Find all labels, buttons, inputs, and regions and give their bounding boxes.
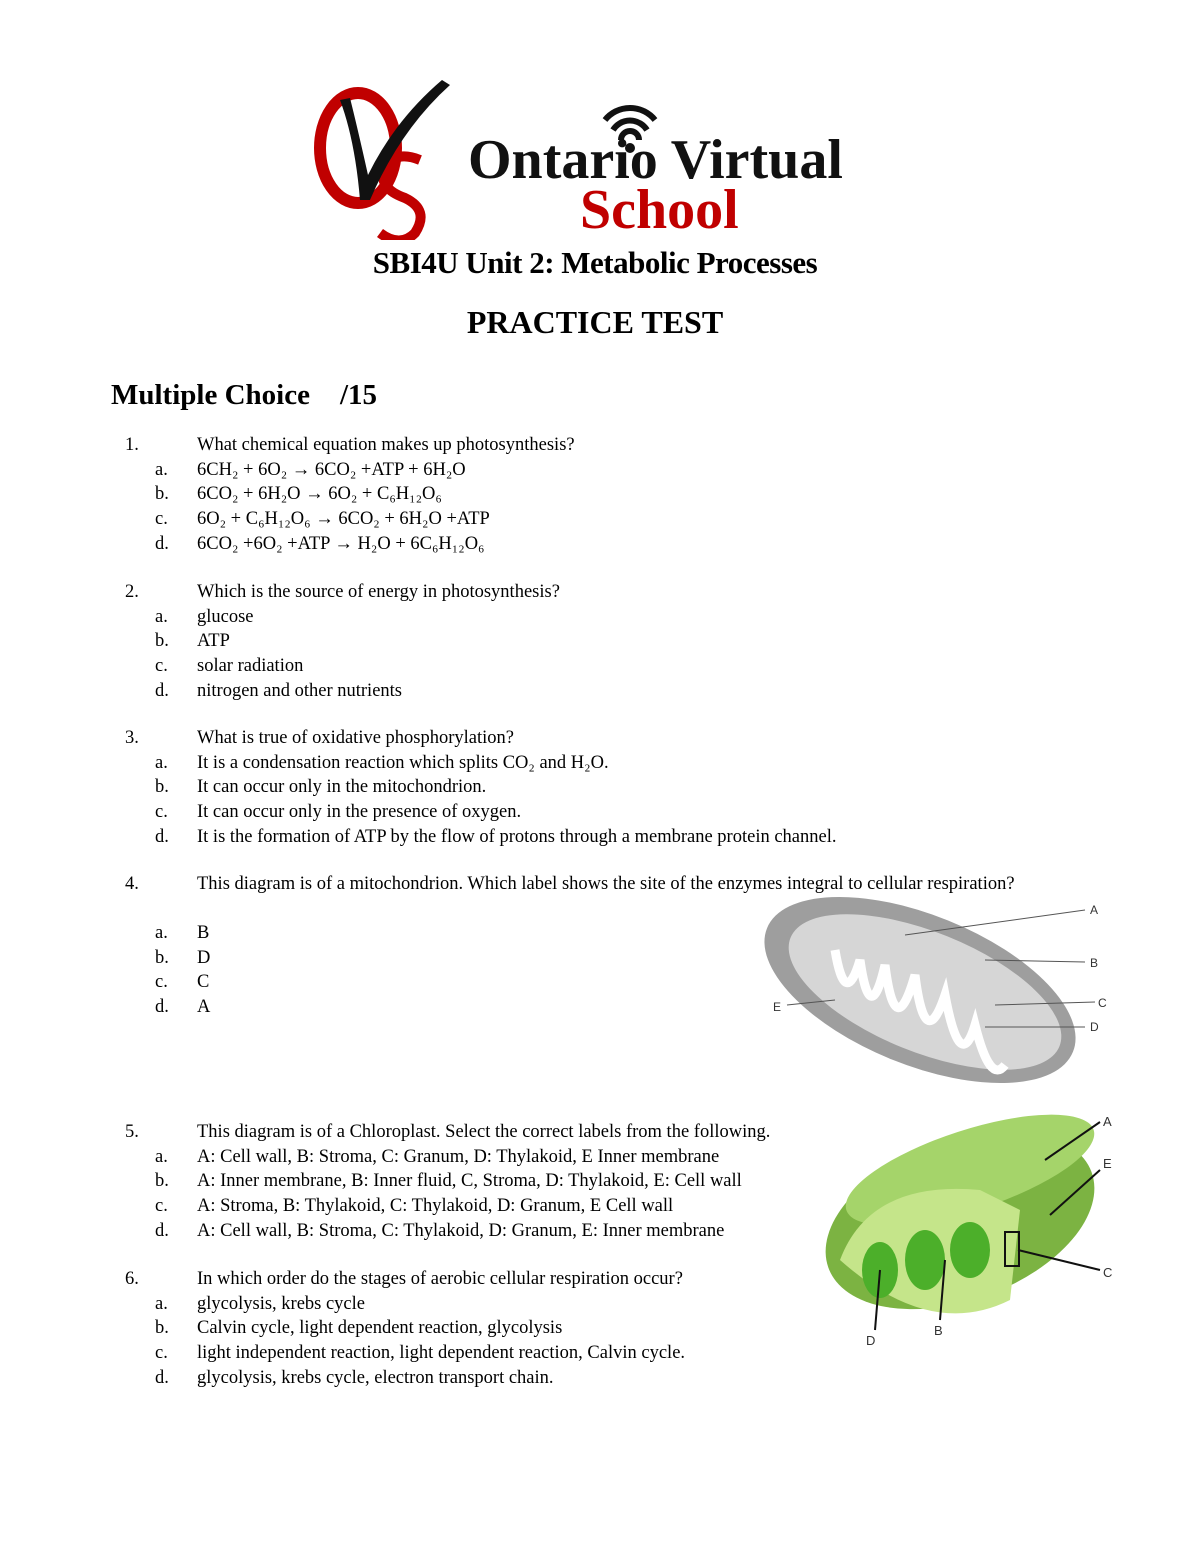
option-text: Calvin cycle, light dependent reaction, glycolysis [197,1318,563,1339]
question-text: What is true of oxidative phosphorylation? [197,728,514,748]
question-number: 6. [125,1269,139,1289]
question-number: 2. [125,582,139,602]
option-text: solar radiation [197,656,304,677]
option-text: nitrogen and other nutrients [197,680,402,701]
option-text: A [197,997,211,1018]
svg-text:E: E [773,1000,782,1014]
option-letter: c. [155,802,168,823]
option-letter: d. [155,997,169,1018]
option-text: light independent reaction, light dependent reaction, Calvin cycle. [197,1343,686,1364]
option-text: It is a condensation reaction which splits CO₂ and H₂O. [197,752,609,773]
option-letter: d. [155,680,169,701]
document-title: SBI4U Unit 2: Metabolic Processes [372,245,818,280]
svg-text:C: C [1098,996,1107,1010]
option-letter: b. [155,631,169,652]
svg-text:C: C [1103,1265,1113,1280]
option-text: A: Cell wall, B: Stroma, C: Thylakoid, D: Granum, E: Inner membrane [197,1220,725,1241]
option-letter: c. [155,1196,168,1217]
option-text: 6CO₂ +6O₂ +ATP → H₂O + 6C₆H₁₂O₆ [197,533,485,554]
question-text: In which order do the stages of aerobic cellular respiration occur? [197,1269,683,1289]
question-number: 3. [125,728,139,748]
option-letter: d. [155,1367,169,1388]
option-text: B [197,923,210,943]
question-number: 5. [125,1122,139,1142]
option-text: 6CO₂ + 6H₂O → 6O₂ + C₆H₁₂O₆ [197,484,442,505]
svg-text:A: A [1103,1114,1112,1129]
option-text: A: Cell wall, B: Stroma, C: Granum, D: Thylakoid, E Inner membrane [197,1146,720,1167]
option-letter: c. [155,656,168,677]
option-text: 6CH₂ + 6O₂ → 6CO₂ +ATP + 6H₂O [197,459,466,480]
option-text: glycolysis, krebs cycle [197,1293,365,1314]
option-letter: d. [155,533,169,554]
option-text: ATP [197,631,230,652]
option-text: It can occur only in the presence of oxygen. [197,802,522,823]
question-text: This diagram is of a Chloroplast. Select the correct labels from the following. [197,1122,771,1142]
document-subtitle: PRACTICE TEST [466,304,724,340]
chloroplast-diagram [820,1110,1130,1350]
option-letter: c. [155,509,168,530]
svg-text:D: D [1090,1020,1099,1034]
option-text: glucose [197,606,254,627]
svg-text:E: E [1103,1156,1112,1171]
option-text: C [197,972,210,993]
svg-text:B: B [934,1323,943,1338]
option-text: It can occur only in the mitochondrion. [197,777,487,798]
option-letter: c. [155,1343,168,1364]
svg-text:D: D [866,1333,876,1348]
option-letter: b. [155,777,169,798]
svg-text:B: B [1090,956,1099,970]
option-letter: a. [155,923,168,943]
option-letter: a. [155,1293,168,1314]
option-letter: d. [155,826,169,847]
option-text: glycolysis, krebs cycle, electron transport chain. [197,1367,554,1388]
option-letter: a. [155,606,168,627]
option-text: It is the formation of ATP by the flow of protons through a membrane protein channel. [197,826,837,847]
option-letter: a. [155,752,168,773]
question-text: Which is the source of energy in photosynthesis? [197,582,560,602]
svg-text:Ontario Virtual: Ontario Virtual [468,129,843,191]
svg-text:A: A [1090,903,1099,917]
option-text: D [197,947,211,968]
question-number: 1. [125,435,139,455]
option-letter: a. [155,1146,168,1167]
option-text: 6O₂ + C₆H₁₂O₆ → 6CO₂ + 6H₂O +ATP [197,509,490,530]
section-score: /15 [339,379,378,411]
mitochondrion-diagram [755,890,1115,1090]
question-text: This diagram is of a mitochondrion. Which label shows the site of the enzymes integral to cellular respiration? [197,874,1015,894]
section-heading: Multiple Choice /15 [111,379,378,411]
option-letter: a. [155,459,168,480]
option-letter: b. [155,1171,169,1192]
ovs-monogram [320,93,421,240]
option-letter: b. [155,947,169,968]
question-text: What chemical equation makes up photosynthesis? [197,435,575,455]
option-text: A: Inner membrane, B: Inner fluid, C, Stroma, D: Thylakoid, E: Cell wall [197,1171,742,1192]
question-number: 4. [125,874,139,894]
option-letter: d. [155,1220,169,1241]
option-letter: b. [155,484,169,505]
ontario-virtual-school-logo [310,80,890,240]
option-letter: c. [155,972,168,993]
svg-text:School: School [580,179,739,240]
option-text: A: Stroma, B: Thylakoid, C: Thylakoid, D: Granum, E Cell wall [197,1196,674,1217]
option-letter: b. [155,1318,169,1339]
